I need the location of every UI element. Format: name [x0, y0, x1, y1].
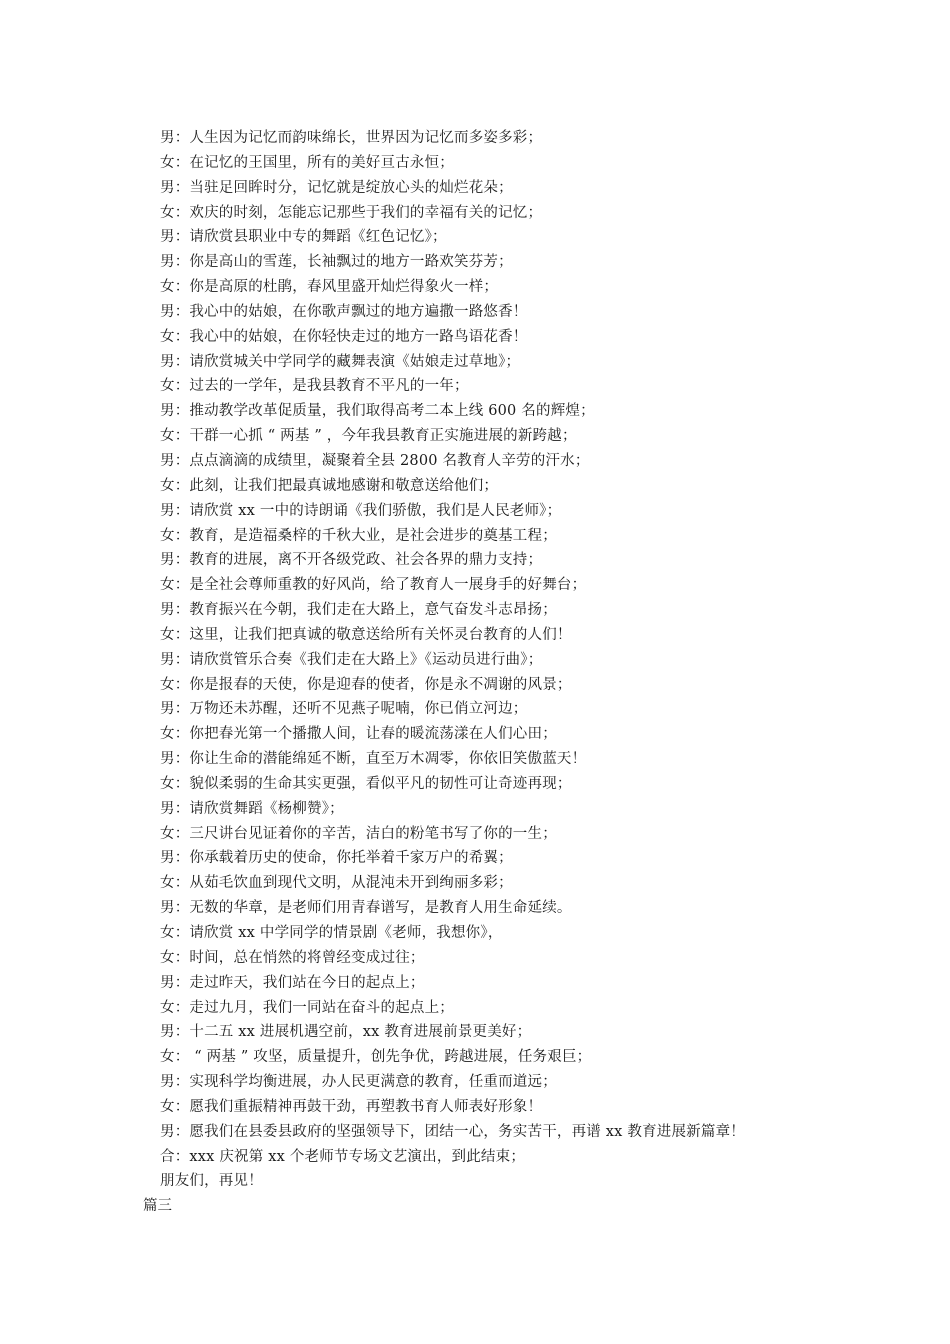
dialogue-line: 男：点点滴滴的成绩里，凝聚着全县 2800 名教育人辛劳的汗水； [160, 452, 590, 469]
dialogue-line: 女：我心中的姑娘，在你轻快走过的地方一路鸟语花香！ [160, 328, 528, 345]
dialogue-line: 女：此刻，让我们把最真诚地感谢和敬意送给他们； [160, 477, 499, 494]
dialogue-line: 女：过去的一学年，是我县教育不平凡的一年； [160, 378, 469, 395]
dialogue-line: 男：我心中的姑娘，在你歌声飘过的地方遍撒一路悠香！ [160, 303, 528, 320]
dialogue-line: 女：貌似柔弱的生命其实更强，看似平凡的韧性可让奇迹再现； [160, 775, 572, 792]
dialogue-line: 男：请欣赏管乐合奏《我们走在大路上》《运动员进行曲》； [160, 651, 543, 668]
dialogue-line: 女：从茹毛饮血到现代文明，从混沌未开到绚丽多彩； [160, 875, 513, 892]
dialogue-line: 男：当驻足回眸时分，记忆就是绽放心头的灿烂花朵； [160, 179, 513, 196]
dialogue-line: 女：时间，总在悄然的将曾经变成过往； [160, 949, 425, 966]
dialogue-line: 女：请欣赏 xx 中学同学的情景剧《老师，我想你》， [160, 925, 503, 941]
dialogue-line: 男：人生因为记忆而韵味绵长，世界因为记忆而多姿多彩； [160, 130, 543, 146]
dialogue-line: 男：愿我们在县委县政府的坚强领导下，团结一心，务实苦干，再谱 xx 教育进展新篇章！ [160, 1123, 745, 1140]
dialogue-line: 男：你是高山的雪莲，长袖飘过的地方一路欢笑芬芳； [160, 254, 513, 271]
dialogue-line: 男：请欣赏舞蹈《杨柳赞》； [160, 800, 344, 817]
dialogue-line: 女：干群一心抓 “ 两基 ” ，今年我县教育正实施进展的新跨越； [160, 428, 577, 445]
script-dialogue [160, 126, 920, 1194]
dialogue-line: 合：xxx 庆祝第 xx 个老师节专场文艺演出，到此结束； [160, 1148, 526, 1165]
dialogue-line: 男：推动教学改革促质量，我们取得高考二本上线 600 名的辉煌； [160, 403, 595, 420]
dialogue-line: 女：你是高原的杜鹃，春风里盛开灿烂得象火一样； [160, 279, 499, 296]
dialogue-line: 男：请欣赏县职业中专的舞蹈《红色记忆》； [160, 229, 447, 246]
dialogue-line: 男：十二五 xx 进展机遇空前，xx 教育进展前景更美好； [160, 1024, 532, 1041]
dialogue-line: 女：欢庆的时刻，怎能忘记那些于我们的幸福有关的记忆； [160, 204, 543, 221]
dialogue-line: 男：你让生命的潜能绵延不断，直至万木凋零，你依旧笑傲蓝天！ [160, 751, 587, 768]
dialogue-line: 女：是全社会尊师重教的好风尚，给了教育人一展身手的好舞台； [160, 577, 587, 594]
dialogue-line: 男：走过昨天，我们站在今日的起点上； [160, 974, 425, 991]
dialogue-line: 男：教育振兴在今朝，我们走在大路上，意气奋发斗志昂扬； [160, 602, 557, 619]
dialogue-line: 女：这里，让我们把真诚的敬意送给所有关怀灵台教育的人们！ [160, 626, 572, 643]
dialogue-line: 男：无数的华章，是老师们用青春谱写，是教育人用生命延续。 [160, 900, 572, 917]
section-heading: 篇三 [143, 1198, 172, 1214]
dialogue-line: 女：三尺讲台见证着你的辛苦，洁白的粉笔书写了你的一生； [160, 825, 557, 842]
dialogue-line: 男：实现科学均衡进展，办人民更满意的教育，任重而道远； [160, 1074, 557, 1091]
dialogue-line: 女：愿我们重振精神再鼓干劲，再塑教书育人师表好形象！ [160, 1098, 543, 1115]
dialogue-line: 男：请欣赏城关中学同学的藏舞表演《姑娘走过草地》； [160, 353, 521, 370]
dialogue-line: 女：在记忆的王国里，所有的美好亘古永恒； [160, 154, 454, 171]
dialogue-line: 男：教育的进展，离不开各级党政、社会各界的鼎力支持； [160, 552, 543, 569]
dialogue-line: 男：万物还未苏醒，还听不见燕子呢喃，你已俏立河边； [160, 701, 528, 718]
dialogue-line: 女：教育，是造福桑梓的千秋大业，是社会进步的奠基工程； [160, 527, 557, 544]
dialogue-line: 女：走过九月，我们一同站在奋斗的起点上； [160, 999, 454, 1016]
dialogue-line: 男：你承载着历史的使命，你托举着千家万户的希翼； [160, 850, 513, 867]
dialogue-line: 女：你是报春的天使，你是迎春的使者，你是永不凋谢的风景； [160, 676, 572, 693]
dialogue-line: 女：你把春光第一个播撒人间，让春的暖流荡漾在人们心田； [160, 726, 557, 743]
dialogue-line: 女： “ 两基 ” 攻坚，质量提升，创先争优，跨越进展，任务艰巨； [160, 1049, 592, 1066]
dialogue-line: 朋友们，再见！ [160, 1173, 263, 1190]
dialogue-line: 男：请欣赏 xx 一中的诗朗诵《我们骄傲，我们是人民老师》； [160, 502, 562, 519]
